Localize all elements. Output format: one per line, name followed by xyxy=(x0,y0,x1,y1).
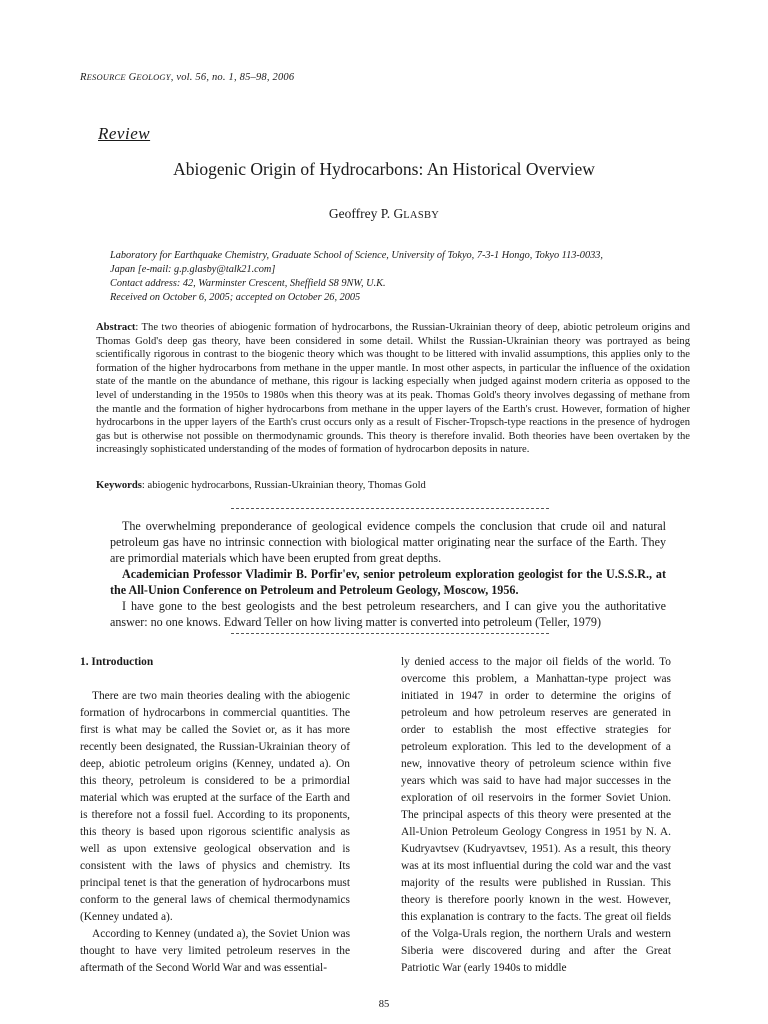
body-paragraph: According to Kenney (undated a), the Soviet Union was thought to have very limited petroleum reserves in the aftermath of the Second World War and was essential- xyxy=(80,928,350,974)
abstract xyxy=(96,321,690,457)
abstract-text: : The two theories of abiogenic formation of hydrocarbons, the Russian-Ukrainian theory of deep, abiotic petroleum origins and Thomas Gold's deep gas theory, have been considered in some detail. Whilst the Russian-Ukrainian theory was portrayed as being scientifically rigorous in contrast to the biogenic theory which was thought to be littered with invalid assumptions, this applies only to the formation of the higher hydrocarbons from methane in the upper mantle. In most other aspects, in particular the influence of the oxidation state of the mantle on the abundance of methane, this rigour is lacking especially when judged against modern criteria as opposed to the level of understanding in the 1950s to 1980s when this theory was at its peak. Thomas Gold's theory involves degassing of methane from the mantle and the formation of higher hydrocarbons from methane in the upper layers of the Earth's crust. However, formation of higher hydrocarbons in the upper layers of the Earth's crust occurs only as a result of Fischer-Tropsch-type reactions in the presence of hydrogen gas but is otherwise not possible on thermodynamic grounds. This theory is therefore invalid. Both theories have been overtaken by the increasingly sophisticated understanding of the modes of formation of hydrocarbon deposits in nature. xyxy=(96,322,690,456)
body-column-right xyxy=(401,654,671,977)
author-first: Geoffrey P. G xyxy=(328,206,404,221)
affiliation-email-line: Japan [e-mail: g.p.glasby@talk21.com] xyxy=(110,264,276,275)
epigraph-quote-2: I have gone to the best geologists and the best petroleum researchers, and I can give you the authoritative answer: no one knows. Edward Teller on how living matter is converted into petroleum (Teller, 1979) xyxy=(110,599,666,629)
divider-bottom xyxy=(231,633,549,634)
author-last-smallcaps: LASBY xyxy=(403,210,440,221)
body-column-left xyxy=(80,655,350,977)
affiliation-block xyxy=(110,249,690,305)
author-name xyxy=(0,206,768,222)
body-paragraph: ly denied access to the major oil fields of the world. To overcome this problem, a Manhattan-type project was initiated in 1947 in order to determine the origins of petroleum and how petroleum reserves are generated in order to establish the most effective strategies for petroleum exploration. This led to the development of a new, innovative theory of petroleum science within five years which was said to have had major successes in the exploration of oil reservoirs in the former Soviet Union. The principal aspects of this theory were presented at the All-Union Petroleum Geology Congress in 1951 by N. A. Kudryavtsev (Kudryavtsev, 1951). As a result, this theory was at its most influential during the cold war and the vast majority of the results were published in Russian. This theory is therefore poorly known in the west. However, this explanation is contrary to the facts. The great oil fields of the Volga-Urals region, the northern Urals and western Siberia were discovered during and after the Great Patriotic War (early 1940s to middle xyxy=(401,656,671,974)
epigraph-quote: The overwhelming preponderance of geological evidence compels the conclusion that crude oil and natural petroleum gas have no intrinsic connection with biological matter originating near the surface of the Earth. They are primordial materials which have been erupted from great depths. xyxy=(110,519,666,565)
section-heading: 1. Introduction xyxy=(80,656,154,668)
journal-citation xyxy=(80,72,294,83)
page-number: 85 xyxy=(378,999,390,1010)
journal-name-smallcaps: ESOURCE xyxy=(86,72,126,82)
journal-name-initial-2: G xyxy=(125,72,137,83)
received-date-line: Received on October 6, 2005; accepted on October 26, 2005 xyxy=(110,292,361,303)
journal-name-initial: R xyxy=(80,72,87,83)
keywords-text: : abiogenic hydrocarbons, Russian-Ukrainian theory, Thomas Gold xyxy=(141,480,426,491)
epigraph xyxy=(110,518,666,630)
abstract-label: Abstract xyxy=(96,322,136,333)
journal-volume-info: , vol. 56, no. 1, 85–98, 2006 xyxy=(170,72,295,83)
section-tag: Review xyxy=(98,124,151,143)
journal-name-smallcaps-2: EOLOGY xyxy=(136,72,171,82)
affiliation-line: Laboratory for Earthquake Chemistry, Graduate School of Science, University of Tokyo, 7-3-1 Hongo, Tokyo 113-0033, xyxy=(110,250,603,261)
keywords-label: Keywords xyxy=(96,480,142,491)
keywords xyxy=(96,480,690,491)
contact-address-line: Contact address: 42, Warminster Crescent, Sheffield S8 9NW, U.K. xyxy=(110,278,386,289)
body-paragraph: There are two main theories dealing with the abiogenic formation of hydrocarbons in commercial quantities. The first is what may be called the Soviet or, as it has more recently been designated, the Russian-Ukrainian theory of deep, abiotic petroleum origins (Kenney, undated a). On this theory, petroleum is considered to be a primordial material which was erupted at the surface of the Earth and is therefore not a fossil fuel. According to its proponents, this theory is based upon rigorous scientific analysis as well as upon extensive geological observation and is consistent with the laws of physics and chemistry. Its principal tenet is that the generation of hydrocarbons must conform to the general laws of chemical thermodynamics (Kenney undated a). xyxy=(80,690,350,923)
divider-top xyxy=(231,508,549,509)
epigraph-attribution: Academician Professor Vladimir B. Porfir'ev, senior petroleum exploration geologist for the U.S.S.R., at the All-Union Conference on Petroleum and Petroleum Geology, Moscow, 1956. xyxy=(110,567,666,597)
article-title: Abiogenic Origin of Hydrocarbons: An Historical Overview xyxy=(173,159,595,179)
